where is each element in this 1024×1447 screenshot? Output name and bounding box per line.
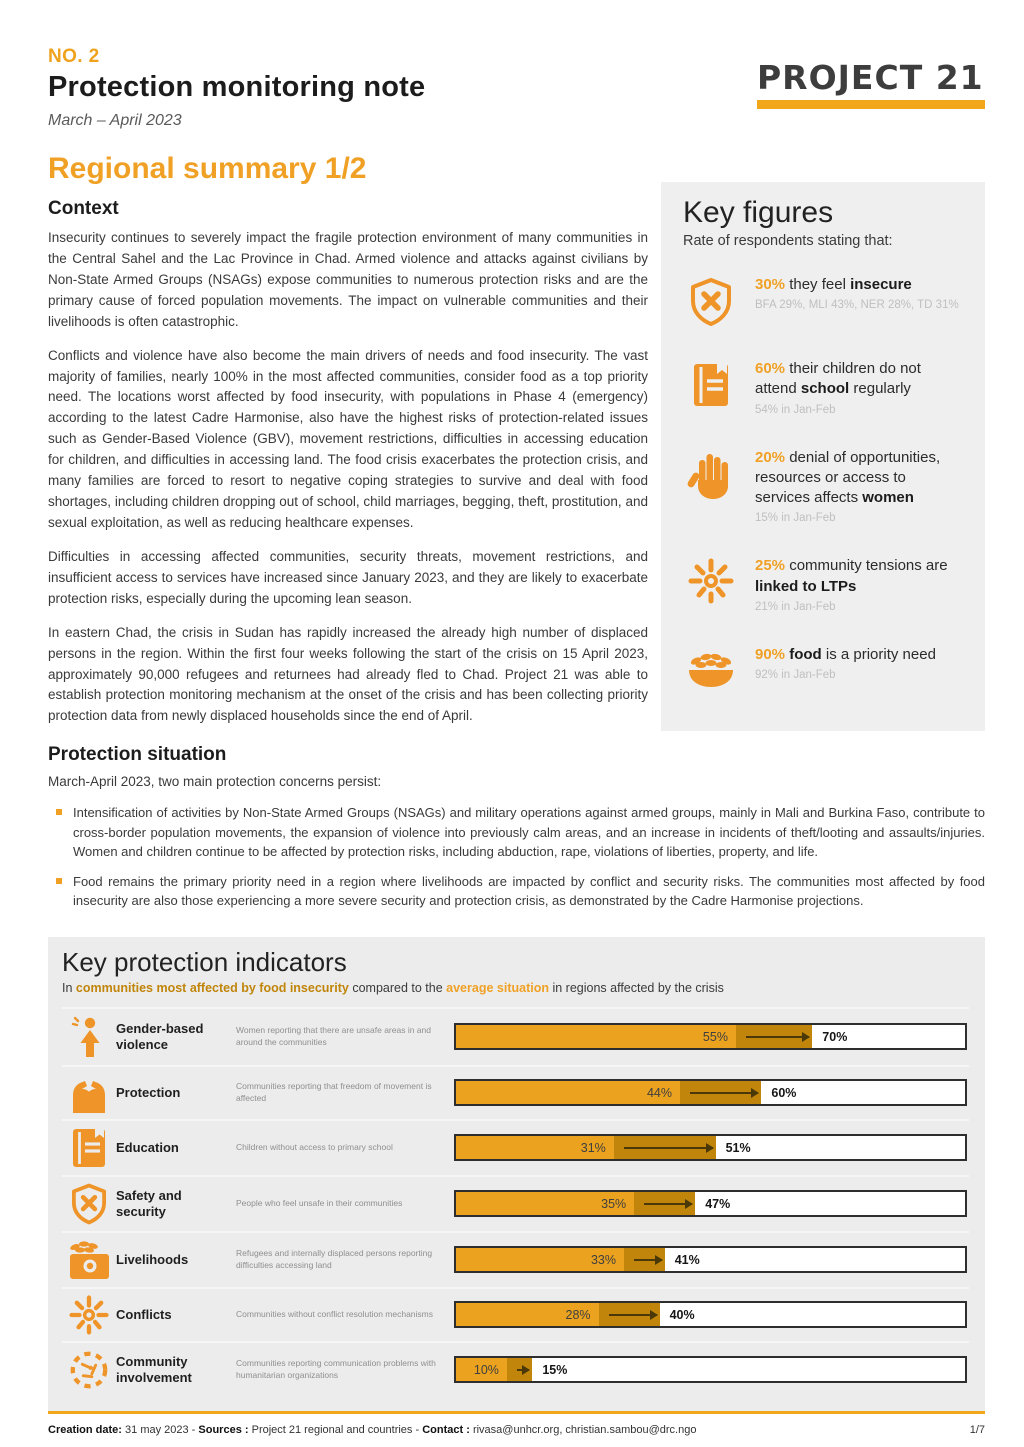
key-figure-text: 90% food is a priority need 92% in Jan-Feb	[755, 645, 936, 681]
stat-subnote: BFA 29%, MLI 43%, NER 28%, TD 31%	[755, 299, 959, 312]
protection-situation-intro: March-April 2023, two main protection concerns persist:	[48, 774, 382, 790]
indicator-bar	[454, 1246, 967, 1273]
bar-to-value: 47%	[705, 1197, 731, 1212]
indicator-label: Gender-based violence	[116, 1021, 204, 1052]
legend-most-affected: communities most affected by food insecurity	[75, 980, 349, 995]
conflict-burst-icon	[683, 556, 739, 604]
book-icon	[683, 359, 739, 409]
page-footer	[48, 1411, 985, 1436]
stat-subnote: 21% in Jan-Feb	[755, 600, 836, 613]
key-figure-item	[683, 556, 961, 613]
livelihoods-icon	[62, 1239, 116, 1281]
bar-most-affected-segment	[634, 1192, 695, 1215]
shield-x-icon	[683, 275, 739, 327]
indicator-description: Children without access to primary school	[236, 1142, 393, 1153]
bullet-item	[48, 872, 985, 911]
bar-from-value: 55%	[702, 1030, 728, 1045]
indicator-row	[62, 1341, 969, 1397]
arrow-icon	[517, 1369, 529, 1371]
indicator-bar	[454, 1190, 967, 1217]
indicator-description: Women reporting that there are unsafe areas in and around the communities	[236, 1025, 431, 1047]
context-paragraph: In eastern Chad, the crisis in Sudan has rapidly increased the already high number of displaced persons in the region. Within the first four weeks following the start of the crisis on 15 April 2023, approximately 90,000 refugees and returnees had already fled to Chad. Project 21 was able to establish protection monitoring mechanism at the onset of the crisis and has been collecting priority protection data from newly displaced households since the end of April.	[48, 624, 648, 724]
indicator-label: Safety and security	[116, 1188, 182, 1219]
indicator-bar	[454, 1023, 967, 1050]
bar-to-value: 15%	[542, 1363, 568, 1378]
indicator-description: Communities without conflict resolution mechanisms	[236, 1309, 433, 1320]
header	[48, 46, 985, 130]
bar-from-value: 28%	[565, 1308, 591, 1323]
key-figure-item	[683, 448, 961, 525]
indicators-subtitle: In communities most affected by food insecurity compared to the average situation in regions affected by the crisis	[62, 980, 724, 995]
bar-to-value: 60%	[771, 1086, 797, 1101]
stat-value: 20%	[755, 448, 786, 466]
arrow-icon	[609, 1314, 657, 1316]
indicator-bar	[454, 1079, 967, 1106]
page-number: 1/7	[969, 1423, 985, 1436]
indicators-title: Key protection indicators	[62, 946, 347, 977]
bullet-square-icon	[56, 809, 62, 815]
indicator-row	[62, 1007, 969, 1065]
arrow-icon	[634, 1259, 662, 1261]
arrow-icon	[644, 1203, 692, 1205]
bar-to-value: 51%	[725, 1141, 751, 1156]
stat-value: 25%	[755, 557, 786, 575]
key-figure-item	[683, 359, 961, 416]
section-title-regional-summary: Regional summary 1/2	[48, 152, 367, 185]
bar-most-affected-segment	[507, 1358, 532, 1381]
bar-most-affected-segment	[736, 1025, 812, 1048]
indicator-bar	[454, 1301, 967, 1328]
key-figures-title: Key figures	[683, 196, 834, 229]
key-figures-panel	[661, 182, 985, 731]
stat-value: 90%	[755, 645, 786, 663]
context-paragraph: Difficulties in accessing affected communities, security threats, movement restrictions, and insufficient access to services have increased since January 2023, and they are likely to exacerbate protection risks, especially during the upcoming lean season.	[48, 548, 648, 606]
bullet-text: Intensification of activities by Non-State Armed Groups (NSAGs) and military operations against armed groups, mainly in Mali and Burkina Faso, contribute to cross-border population movements, the expansion of violence into previously calm areas, and an increase in incidents of theft/looting and assaults/injuries. Women and children continue to be affected by protection risks, including abduction, rape, violations of liberties, property, and life.	[73, 805, 985, 860]
indicator-bar	[454, 1134, 967, 1161]
bar-most-affected-segment	[599, 1303, 660, 1326]
indicator-label: Education	[116, 1139, 179, 1155]
bar-most-affected-segment	[624, 1248, 665, 1271]
key-protection-indicators-panel	[48, 937, 985, 1411]
bar-from-value: 31%	[580, 1141, 606, 1156]
indicator-description: Communities reporting that freedom of movement is affected	[236, 1081, 432, 1103]
safety-shield-icon	[62, 1183, 116, 1225]
stat-subnote: 92% in Jan-Feb	[755, 669, 836, 681]
indicator-label: Conflicts	[116, 1306, 172, 1322]
bar-to-value: 40%	[669, 1308, 695, 1323]
indicator-description: Refugees and internally displaced persons reporting difficulties accessing land	[236, 1248, 433, 1270]
logo-text: PROJECT 21	[757, 58, 984, 97]
indicator-description: People who feel unsafe in their communities	[236, 1198, 403, 1209]
project21-logo	[757, 58, 985, 109]
conflicts-icon	[62, 1295, 116, 1335]
hand-icon	[683, 448, 739, 500]
stat-subnote: 15% in Jan-Feb	[755, 512, 836, 525]
education-book-icon	[62, 1127, 116, 1169]
bar-from-value: 10%	[473, 1363, 499, 1378]
gbv-person-icon	[62, 1015, 116, 1059]
footer-meta: Creation date: 31 may 2023 - Sources : Project 21 regional and countries - Contact : rivasa@unhcr.org, christian.sambou@drc.ngo	[48, 1423, 697, 1436]
bullet-item	[48, 803, 985, 862]
bar-from-value: 33%	[590, 1253, 616, 1268]
bar-most-affected-segment	[614, 1136, 716, 1159]
stat-value: 60%	[755, 360, 786, 377]
indicator-label: Community involvement	[116, 1354, 192, 1385]
key-figure-text: 30% they feel insecure BFA 29%, MLI 43%, NER 28%, TD 31%	[755, 276, 959, 312]
bar-to-value: 41%	[674, 1253, 700, 1268]
arrow-icon	[746, 1036, 809, 1038]
bullet-text: Food remains the primary priority need in a region where livelihoods are impacted by conflict and security risks. The communities most affected by food insecurity are also those experiencing a more severe security and protection crisis, as demonstrated by the Cadre Harmonise projections.	[73, 873, 985, 909]
arrow-icon	[624, 1147, 713, 1149]
main-columns	[48, 152, 985, 740]
key-figure-item	[683, 275, 961, 327]
key-figures-subtitle: Rate of respondents stating that:	[683, 233, 893, 249]
protection-hands-icon	[62, 1073, 116, 1113]
protection-situation-section	[48, 744, 985, 921]
bullet-square-icon	[56, 878, 62, 884]
context-paragraph: Insecurity continues to severely impact the fragile protection environment of many communities in the Central Sahel and the Lac Province in Chad. Armed violence and attacks against civilians by Non-State Armed Groups (NSAGs) expose communities to numerous protection risks and are the primary cause of forced population movements. The impact on vulnerable communities and their livelihoods is often catastrophic.	[48, 230, 648, 329]
legend-average-situation: average situation	[446, 980, 549, 995]
bar-average-segment	[456, 1025, 736, 1048]
contact-emails-link[interactable]: rivasa@unhcr.org, christian.sambou@drc.ngo	[469, 1423, 697, 1436]
key-figure-item	[683, 645, 961, 689]
indicator-description: Communities reporting communication problems with humanitarian organizations	[236, 1358, 436, 1380]
issue-number: NO. 2	[48, 46, 100, 67]
document-title: Protection monitoring note	[48, 71, 426, 103]
context-heading: Context	[48, 198, 119, 219]
arrow-icon	[690, 1092, 758, 1094]
stat-subnote: 54% in Jan-Feb	[755, 403, 836, 416]
bar-most-affected-segment	[680, 1081, 761, 1104]
key-figure-text: 60% their children do not attend school regularly 54% in Jan-Feb	[755, 359, 961, 416]
indicator-label: Livelihoods	[116, 1251, 189, 1267]
logo-underline-bar	[757, 100, 985, 109]
indicator-row	[62, 1065, 969, 1119]
context-paragraph: Conflicts and violence have also become the main drivers of needs and food insecurity. The vast majority of families, nearly 100% in the most affected communities, consider food as a top priority need. The locations worst affected by food insecurity, with populations in Phase 4 (emergency) according to the latest Cadre Harmonise, also have the highest risks of protection-related issues such as Gender-Based Violence (GBV), movement restrictions, difficulties in accessing education for children, and difficulties in accessing land. The food crisis exacerbates the protection crisis, and many families are forced to resort to negative coping strategies to survive and deal with food shortages, including children dropping out of school, child marriages, begging, theft, prostitution, and sexual exploitation, as well as reducing healthcare expenses.	[48, 347, 648, 530]
indicator-row	[62, 1287, 969, 1341]
left-column	[48, 152, 648, 740]
key-figure-text: 20% denial of opportunities, resources or access to services affects women 15% in Jan-Feb	[755, 448, 961, 525]
food-bowl-icon	[683, 645, 739, 689]
footer-rule	[48, 1411, 985, 1414]
bar-from-value: 35%	[601, 1197, 627, 1212]
bar-from-value: 44%	[646, 1086, 672, 1101]
community-involvement-icon	[62, 1349, 116, 1391]
bar-to-value: 70%	[822, 1030, 848, 1045]
indicator-row	[62, 1231, 969, 1287]
indicator-row	[62, 1175, 969, 1231]
header-titles	[48, 46, 425, 130]
reporting-period: March – April 2023	[48, 112, 182, 129]
indicator-label: Protection	[116, 1084, 181, 1100]
key-figure-text: 25% community tensions are linked to LTPs 21% in Jan-Feb	[755, 556, 961, 613]
protection-situation-heading: Protection situation	[48, 744, 227, 766]
stat-value: 30%	[755, 276, 786, 293]
indicator-bar	[454, 1356, 967, 1383]
indicator-row	[62, 1119, 969, 1175]
